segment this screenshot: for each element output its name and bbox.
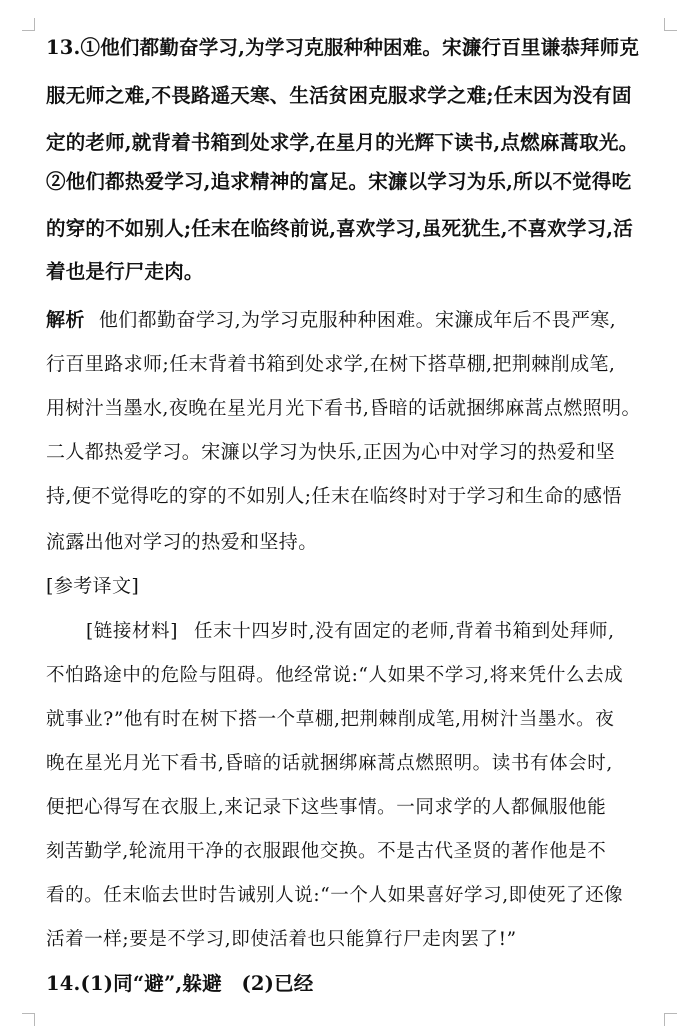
- answer-13-line: 服无师之难,不畏路遥天寒、生活贫困克服求学之难;任末因为没有固: [46, 84, 632, 107]
- translation-line: 便把心得写在衣服上,来记录下这些事情。一同求学的人都佩服他能: [46, 797, 607, 818]
- translation-line: 不怕路途中的危险与阻碍。他经常说:“人如果不学习,将来凭什么去成: [46, 665, 624, 686]
- translation-line: 看的。任末临去世时告诫别人说:“一个人如果喜好学习,即使死了还像: [46, 885, 624, 906]
- answer-13-line: 定的老师,就背着书箱到处求学,在星月的光辉下读书,点燃麻蒿取光。: [46, 131, 639, 154]
- link-material-label: [链接材料]: [86, 621, 179, 642]
- analysis-first-line: [46, 302, 666, 338]
- translation-first-line: [86, 614, 676, 650]
- analysis-line: 持,便不觉得吃的穿的不如别人;任末在临终时对于学习和生命的感悟: [46, 485, 622, 507]
- analysis-line: 用树汁当墨水,夜晚在星光月光下看书,昏暗的话就捆绑麻蒿点燃照明。: [46, 397, 641, 419]
- answer-13-line: 的穿的不如别人;任末在临终前说,喜欢学习,虽死犹生,不喜欢学习,活: [46, 217, 633, 240]
- translation-heading: [参考译文]: [46, 575, 140, 597]
- translation-line: 刻苦勤学,轮流用干净的衣服跟他交换。不是古代圣贤的著作他是不: [46, 841, 607, 862]
- answer-14: 14.(1)同“避”,躲避 (2)已经: [46, 972, 314, 995]
- answer-13-line: 13.①他们都勤奋学习,为学习克服种种困难。宋濂行百里谦恭拜师克: [46, 36, 640, 59]
- answer-13-line: 着也是行尸走肉。: [46, 260, 204, 283]
- translation-line: 就事业?”他有时在树下搭一个草棚,把荆棘削成笔,用树汁当墨水。夜: [46, 709, 615, 730]
- answer-13-line: ②他们都热爱学习,追求精神的富足。宋濂以学习为乐,所以不觉得吃: [46, 170, 632, 193]
- translation-line: 晚在星光月光下看书,昏暗的话就捆绑麻蒿点燃照明。读书有体会时,: [46, 753, 613, 774]
- analysis-label: 解析: [46, 309, 85, 331]
- page-corner-mark-bottom-right: [664, 1013, 677, 1026]
- translation-text: 任末十四岁时,没有固定的老师,背着书箱到处拜师,: [194, 621, 615, 642]
- analysis-text: 他们都勤奋学习,为学习克服种种困难。宋濂成年后不畏严寒,: [98, 309, 617, 331]
- analysis-line: 二人都热爱学习。宋濂以学习为快乐,正因为心中对学习的热爱和坚: [46, 441, 616, 463]
- analysis-line: 行百里路求师;任末背着书箱到处求学,在树下搭草棚,把荆棘削成笔,: [46, 353, 616, 375]
- translation-line: 活着一样;要是不学习,即使活着也只能算行尸走肉罢了!”: [46, 929, 517, 950]
- analysis-line: 流露出他对学习的热爱和坚持。: [46, 531, 318, 553]
- page-corner-mark-top-left: [22, 18, 35, 31]
- page-corner-mark-bottom-left: [22, 1013, 35, 1026]
